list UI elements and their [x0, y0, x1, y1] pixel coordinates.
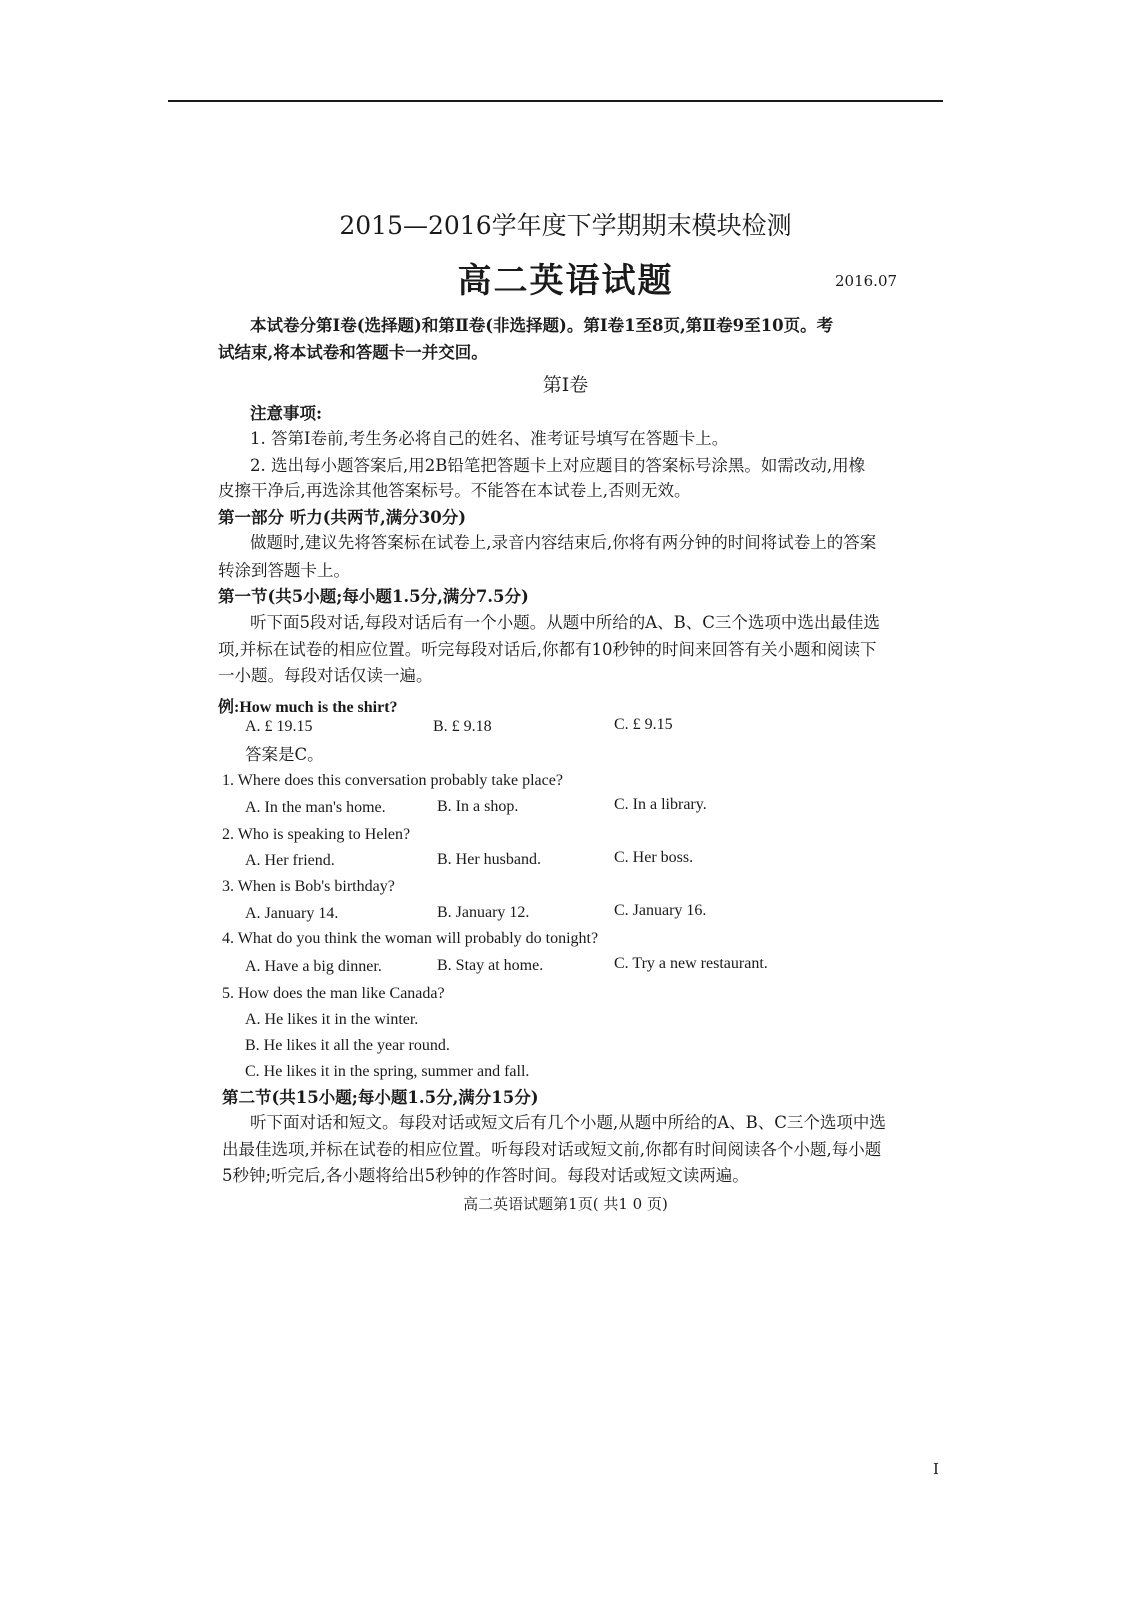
- question-5-option-c: C. He likes it in the spring, summer and fall.: [245, 1063, 530, 1080]
- part1-instr-line-2: 转涂到答题卡上。: [218, 561, 350, 580]
- section1-instr-line-1: 听下面5段对话,每段对话后有一个小题。从题中所给的A、B、C三个选项中选出最佳选: [250, 613, 880, 632]
- section2-instr-line-1: 听下面对话和短文。每段对话或短文后有几个小题,从题中所给的A、B、C三个选项中选: [250, 1113, 886, 1132]
- page-mark: I: [933, 1460, 939, 1478]
- main-title: 高二英语试题: [457, 261, 674, 301]
- question-4-option-c: C. Try a new restaurant.: [614, 955, 768, 972]
- part1-instr-line-1: 做题时,建议先将答案标在试卷上,录音内容结束后,你将有两分钟的时间将试卷上的答案: [250, 533, 877, 552]
- question-1-option-b: B. In a shop.: [437, 798, 519, 815]
- question-1: 1. Where does this conversation probably take place?: [222, 772, 563, 789]
- question-2-option-c: C. Her boss.: [614, 849, 694, 866]
- question-5-option-a: A. He likes it in the winter.: [245, 1011, 419, 1028]
- question-2: 2. Who is speaking to Helen?: [222, 826, 411, 843]
- section2-heading: 第二节(共15小题;每小题1.5分,满分15分): [222, 1088, 539, 1107]
- page-footer: 高二英语试题第1页( 共1 0 页): [463, 1195, 668, 1213]
- question-5-option-b: B. He likes it all the year round.: [245, 1037, 450, 1054]
- intro-line-2: 试结束,将本试卷和答题卡一并交回。: [218, 343, 488, 362]
- question-5: 5. How does the man like Canada?: [222, 985, 445, 1002]
- exam-date: 2016.07: [835, 272, 898, 290]
- question-1-option-c: C. In a library.: [614, 796, 707, 813]
- example-answer: 答案是C。: [245, 745, 324, 764]
- section1-instr-line-2: 项,并标在试卷的相应位置。听完每段对话后,你都有10秒钟的时间来回答有关小题和阅读下: [218, 640, 877, 659]
- question-3-option-a: A. January 14.: [245, 905, 339, 922]
- question-4-option-b: B. Stay at home.: [437, 957, 544, 974]
- section2-instr-line-3: 5秒钟;听完后,各小题将给出5秒钟的作答时间。每段对话或短文读两遍。: [222, 1166, 749, 1185]
- section1-heading: 第一节(共5小题;每小题1.5分,满分7.5分): [218, 587, 529, 606]
- section2-instr-line-2: 出最佳选项,并标在试卷的相应位置。听每段对话或短文前,你都有时间阅读各个小题,每小题: [222, 1140, 882, 1159]
- section1-instr-line-3: 一小题。每段对话仅读一遍。: [218, 666, 433, 685]
- exam-title: 2015—2016学年度下学期期末模块检测: [339, 211, 792, 240]
- notes-item-2-line-2: 皮擦干净后,再选涂其他答案标号。不能答在本试卷上,否则无效。: [218, 481, 691, 500]
- section-title: 第Ⅰ卷: [542, 374, 589, 396]
- question-1-option-a: A. In the man's home.: [245, 799, 386, 816]
- part1-heading: 第一部分 听力(共两节,满分30分): [218, 508, 467, 527]
- question-2-option-b: B. Her husband.: [437, 851, 541, 868]
- intro-line-1: 本试卷分第Ⅰ卷(选择题)和第Ⅱ卷(非选择题)。第Ⅰ卷1至8页,第Ⅱ卷9至10页。考: [250, 316, 834, 335]
- question-3-option-c: C. January 16.: [614, 902, 707, 919]
- question-2-option-a: A. Her friend.: [245, 852, 335, 869]
- example-option-c: C. £ 9.15: [614, 716, 673, 733]
- top-rule: [168, 100, 943, 102]
- question-4-option-a: A. Have a big dinner.: [245, 958, 382, 975]
- question-4: 4. What do you think the woman will probably do tonight?: [222, 930, 599, 947]
- notes-item-1: 1. 答第Ⅰ卷前,考生务必将自己的姓名、准考证号填写在答题卡上。: [250, 429, 729, 448]
- notes-heading: 注意事项:: [250, 404, 323, 423]
- example-question: 例:How much is the shirt?: [218, 699, 398, 716]
- question-3: 3. When is Bob's birthday?: [222, 878, 395, 895]
- example-option-b: B. £ 9.18: [433, 718, 492, 735]
- question-3-option-b: B. January 12.: [437, 904, 530, 921]
- notes-item-2-line-1: 2. 选出每小题答案后,用2B铅笔把答题卡上对应题目的答案标号涂黑。如需改动,用橡: [250, 456, 866, 475]
- example-option-a: A. £ 19.15: [245, 718, 313, 735]
